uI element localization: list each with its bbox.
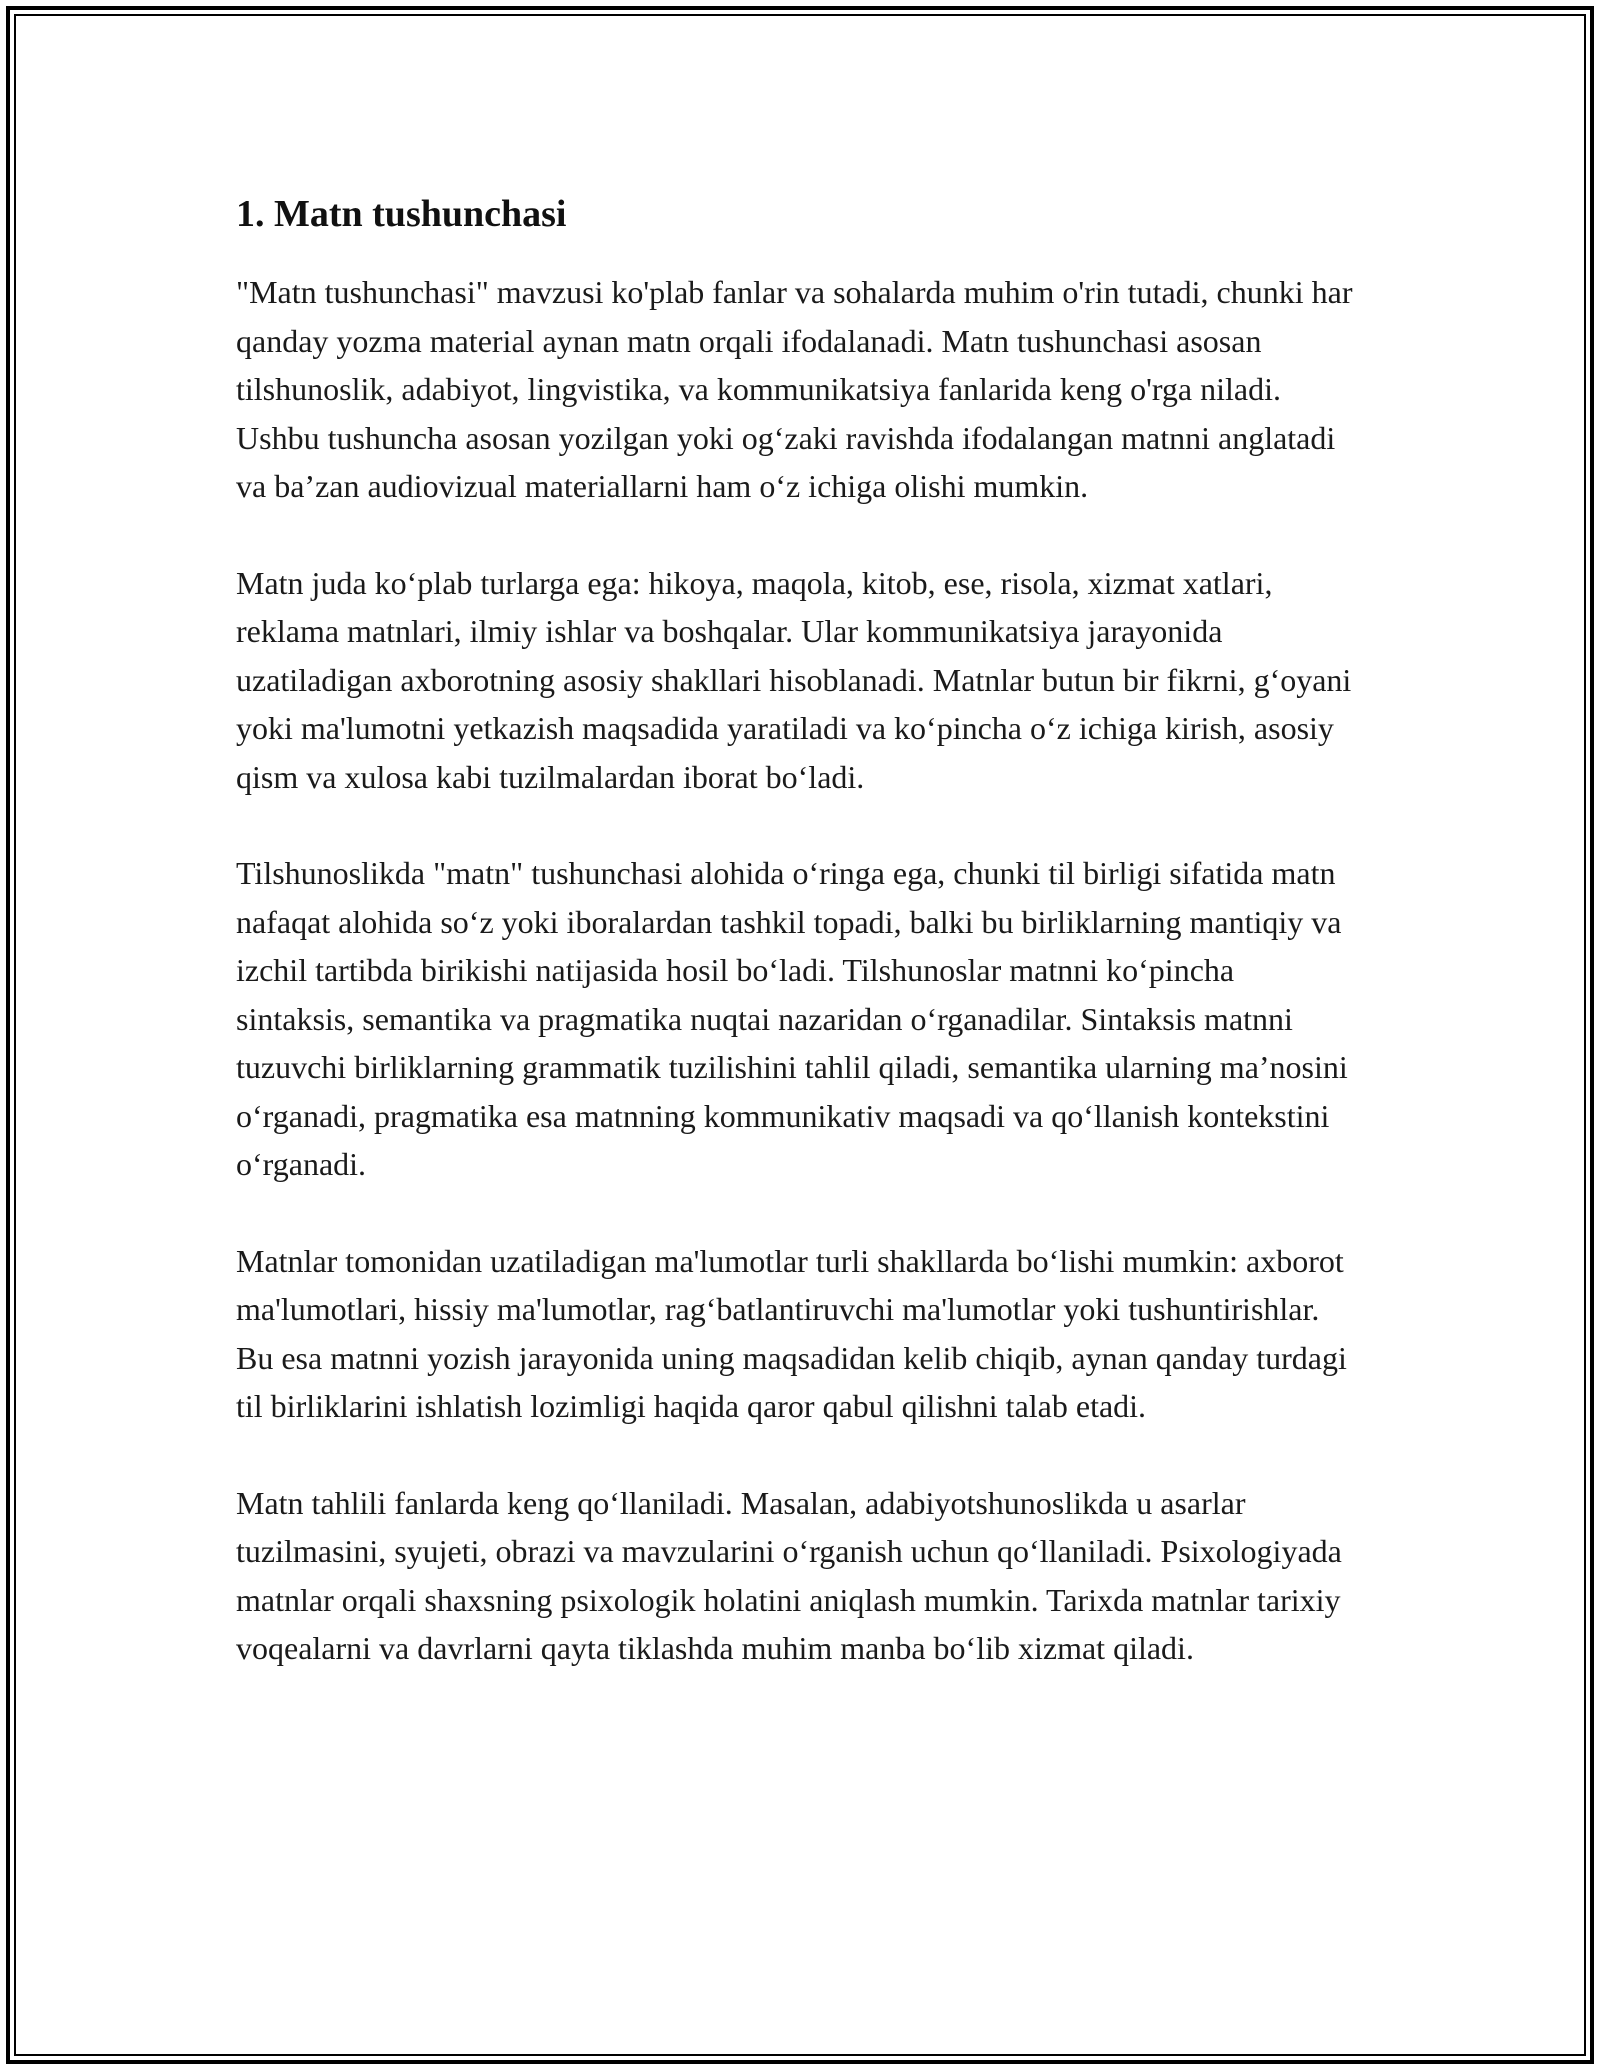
section-heading: 1. Matn tushunchasi <box>236 193 567 235</box>
paragraph-1: "Matn tushunchasi" mavzusi ko'plab fanlar va sohalarda muhim o'rin tutadi, chunki har qanday yozma material aynan matn orqali ifodalanadi. Matn tushunchasi asosan tilshunoslik, adabiyot, lingvistika, va kommunikatsiya fanlarida keng o'rga niladi. Ushbu tushuncha asosan yozilgan yoki ogʻzaki ravishda ifodalangan matnni anglatadi va baʼzan audiovizual materiallarni ham oʻz ichiga olishi mumkin. <box>236 274 1353 504</box>
paragraph-5: Matn tahlili fanlarda keng qoʻllaniladi. Masalan, adabiyotshunoslikda u asarlar tuzilmasini, syujeti, obrazi va mavzularini oʻrganish uchun qoʻllaniladi. Psixologiyada matnlar orqali shaxsning psixologik holatini aniqlash mumkin. Tarixda matnlar tarixiy voqealarni va davrlarni qayta tiklashda muhim manba boʻlib xizmat qiladi. <box>236 1484 1342 1666</box>
document-body <box>236 186 1356 1721</box>
paragraph-2: Matn juda koʻplab turlarga ega: hikoya, maqola, kitob, ese, risola, xizmat xatlari, reklama matnlari, ilmiy ishlar va boshqalar. Ular kommunikatsiya jarayonida uzatiladigan axborotning asosiy shakllari hisoblanadi. Matnlar butun bir fikrni, gʻoyani yoki ma'lumotni yetkazish maqsadida yaratiladi va koʻpincha oʻz ichiga kirish, asosiy qism va xulosa kabi tuzilmalardan iborat boʻladi. <box>236 564 1352 795</box>
paragraph-4: Matnlar tomonidan uzatiladigan ma'lumotlar turli shakllarda boʻlishi mumkin: axborot ma'lumotlari, hissiy ma'lumotlar, ragʻbatlantiruvchi ma'lumotlar yoki tushuntirishlar. Bu esa matnni yozish jarayonida uning maqsadidan kelib chiqib, aynan qanday turdagi til birliklarini ishlatish lozimligi haqida qaror qabul qilishni talab etadi. <box>236 1242 1347 1424</box>
paragraph-3: Tilshunoslikda "matn" tushunchasi alohida oʻringa ega, chunki til birligi sifatida matn nafaqat alohida soʻz yoki iboralardan tashkil topadi, balki bu birliklarning mantiqiy va izchil tartibda birikishi natijasida hosil boʻladi. Tilshunoslar matnni koʻpincha sintaksis, semantika va pragmatika nuqtai nazaridan oʻrganadilar. Sintaksis matnni tuzuvchi birliklarning grammatik tuzilishini tahlil qiladi, semantika ularning maʼnosini oʻrganadi, pragmatika esa matnning kommunikativ maqsadi va qoʻllanish kontekstini oʻrganadi. <box>236 855 1348 1182</box>
